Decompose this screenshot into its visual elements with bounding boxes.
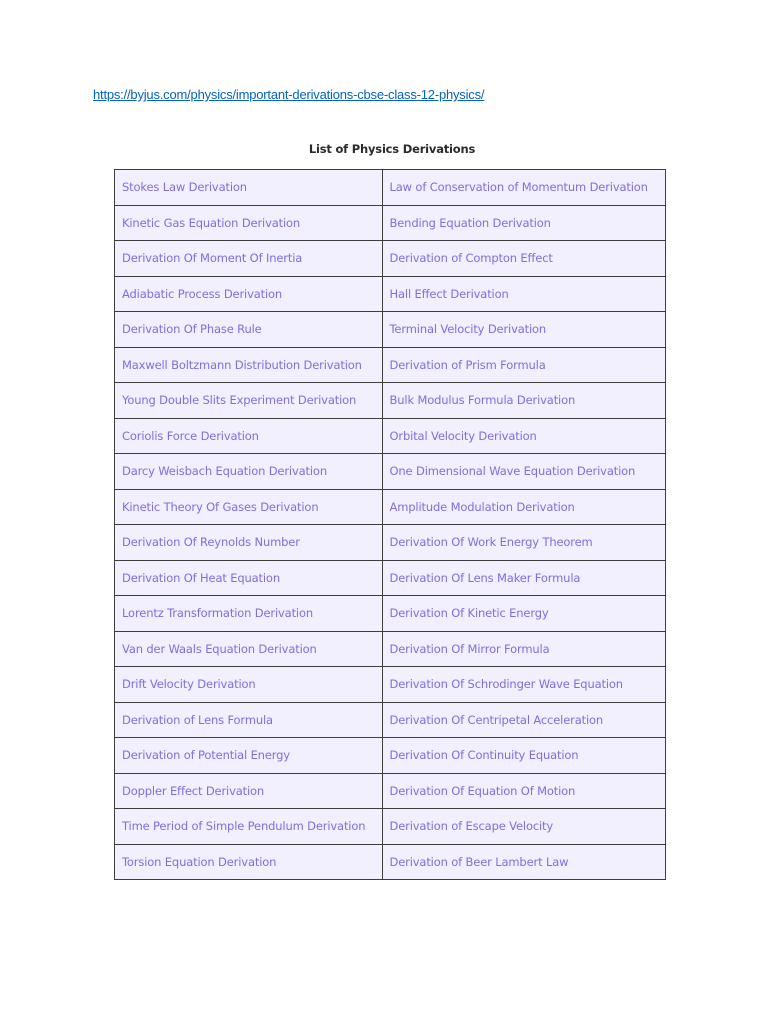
table-cell-left: Torsion Equation Derivation	[115, 844, 383, 880]
table-row	[115, 631, 666, 667]
table-row	[115, 738, 666, 774]
table-cell-left: Drift Velocity Derivation	[115, 667, 383, 703]
table-cell-left: Kinetic Theory Of Gases Derivation	[115, 489, 383, 525]
table-cell-left: Doppler Effect Derivation	[115, 773, 383, 809]
table-row	[115, 418, 666, 454]
table-cell-left: Derivation Of Heat Equation	[115, 560, 383, 596]
table-cell-left: Derivation Of Moment Of Inertia	[115, 241, 383, 277]
table-cell-left: Coriolis Force Derivation	[115, 418, 383, 454]
table-cell-right: Derivation of Beer Lambert Law	[382, 844, 665, 880]
table-cell-left: Maxwell Boltzmann Distribution Derivation	[115, 347, 383, 383]
table-row	[115, 205, 666, 241]
table-cell-right: One Dimensional Wave Equation Derivation	[382, 454, 665, 490]
table-cell-left: Time Period of Simple Pendulum Derivation	[115, 809, 383, 845]
table-row	[115, 596, 666, 632]
table-cell-right: Derivation of Escape Velocity	[382, 809, 665, 845]
table-cell-right: Derivation Of Equation Of Motion	[382, 773, 665, 809]
table-cell-right: Derivation Of Centripetal Acceleration	[382, 702, 665, 738]
table-title: List of Physics Derivations	[308, 142, 476, 156]
table-cell-left: Derivation of Potential Energy	[115, 738, 383, 774]
table-row	[115, 667, 666, 703]
table-cell-right: Amplitude Modulation Derivation	[382, 489, 665, 525]
derivations-table	[114, 169, 666, 880]
table-cell-left: Derivation of Lens Formula	[115, 702, 383, 738]
table-row	[115, 241, 666, 277]
table-cell-right: Orbital Velocity Derivation	[382, 418, 665, 454]
table-cell-right: Law of Conservation of Momentum Derivation	[382, 170, 665, 206]
table-cell-right: Bulk Modulus Formula Derivation	[382, 383, 665, 419]
table-cell-left: Lorentz Transformation Derivation	[115, 596, 383, 632]
derivations-table-image	[113, 140, 669, 869]
table-row	[115, 347, 666, 383]
table-row	[115, 844, 666, 880]
table-row	[115, 454, 666, 490]
table-cell-right: Derivation Of Lens Maker Formula	[382, 560, 665, 596]
table-row	[115, 170, 666, 206]
table-cell-right: Derivation Of Work Energy Theorem	[382, 525, 665, 561]
table-cell-left: Kinetic Gas Equation Derivation	[115, 205, 383, 241]
table-cell-left: Derivation Of Reynolds Number	[115, 525, 383, 561]
table-cell-right: Derivation Of Continuity Equation	[382, 738, 665, 774]
table-row	[115, 560, 666, 596]
table-row	[115, 702, 666, 738]
table-cell-right: Bending Equation Derivation	[382, 205, 665, 241]
table-row	[115, 276, 666, 312]
table-cell-left: Young Double Slits Experiment Derivation	[115, 383, 383, 419]
table-cell-right: Derivation Of Kinetic Energy	[382, 596, 665, 632]
table-cell-right: Derivation of Prism Formula	[382, 347, 665, 383]
table-row	[115, 312, 666, 348]
table-cell-right: Derivation of Compton Effect	[382, 241, 665, 277]
table-cell-left: Adiabatic Process Derivation	[115, 276, 383, 312]
table-cell-right: Derivation Of Schrodinger Wave Equation	[382, 667, 665, 703]
table-row	[115, 525, 666, 561]
table-row	[115, 809, 666, 845]
table-cell-left: Darcy Weisbach Equation Derivation	[115, 454, 383, 490]
source-url-link[interactable]: https://byjus.com/physics/important-derivations-cbse-class-12-physics/	[93, 87, 485, 102]
table-cell-right: Derivation Of Mirror Formula	[382, 631, 665, 667]
table-cell-left: Stokes Law Derivation	[115, 170, 383, 206]
table-row	[115, 773, 666, 809]
table-row	[115, 383, 666, 419]
table-row	[115, 489, 666, 525]
table-cell-right: Hall Effect Derivation	[382, 276, 665, 312]
table-cell-right: Terminal Velocity Derivation	[382, 312, 665, 348]
table-cell-left: Van der Waals Equation Derivation	[115, 631, 383, 667]
table-cell-left: Derivation Of Phase Rule	[115, 312, 383, 348]
